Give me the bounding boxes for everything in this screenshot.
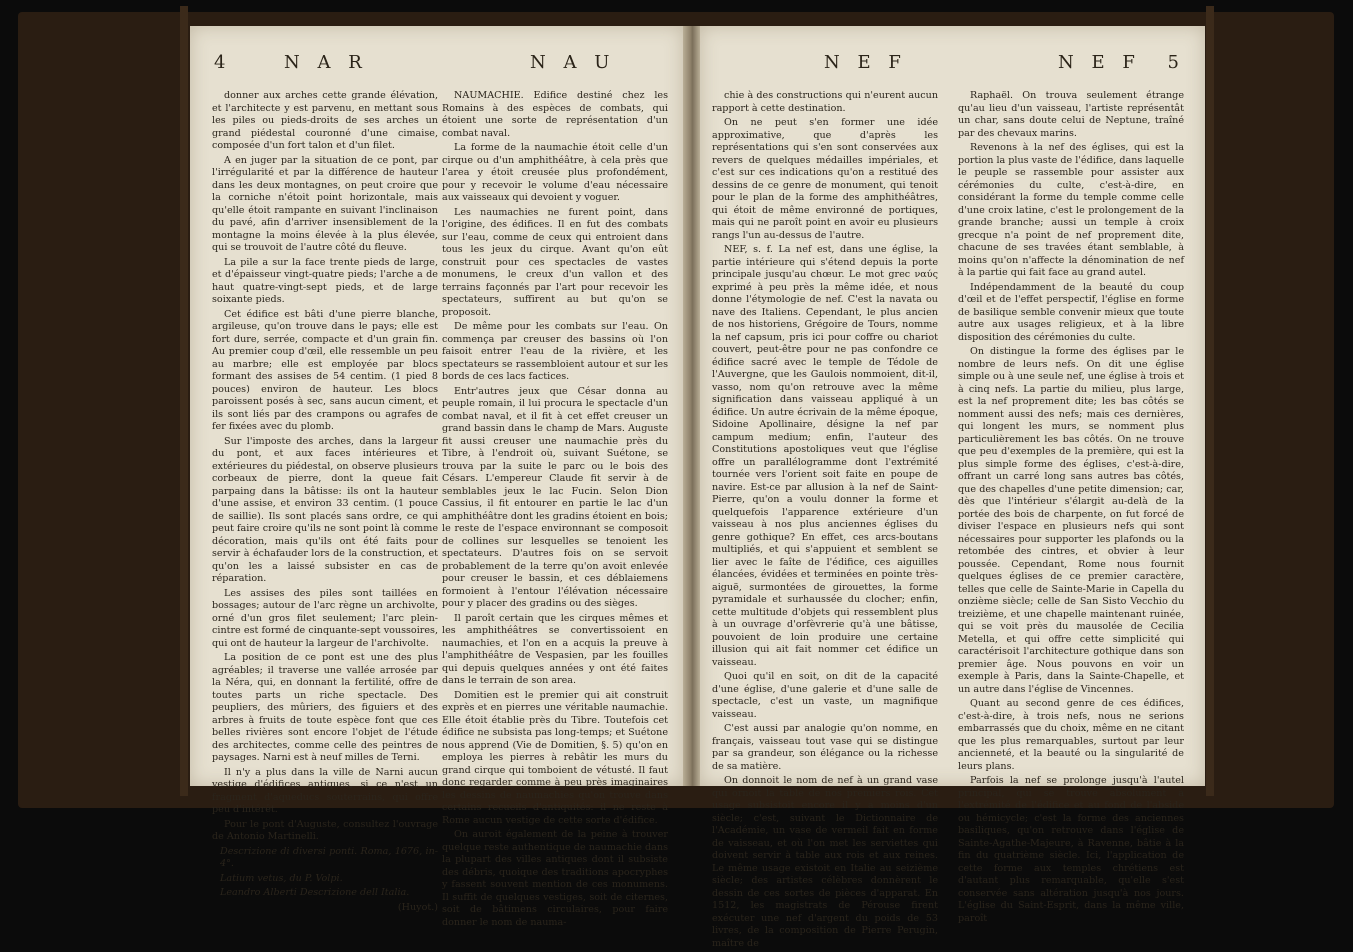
paragraph: Entr'autres jeux que César donna au peuple romain, il lui procura le spectacle d'un combat naval, et il fit à cet effet creuser un grand bassin dans le champ de Mars. Auguste fit aussi creuser une naumachie près du Tibre, à l'endroit où, suivant Suétone, se trouva par la suite le parc ou le bois des Césars. L'empereur Claude fit servir à de semblables jeux le lac Fucin. Selon Dion Cassius, il fit entourer en partie le lac d'un amphithéâtre dont les gradins étoient en bois; le reste de l'espace environnant se composoit de collines sur lesquelles se tenoient les spectateurs. D'autres fois on se servoit probablement de la terre qu'on avoit enlevée pour creuser le bassin, et ces déblaiemens formoient à l'entour l'élévation nécessaire pour y placer des gradins ou des sièges. bbox=[442, 385, 668, 609]
running-head-right: N E F bbox=[1058, 52, 1141, 73]
book-gutter bbox=[683, 26, 700, 786]
paragraph: De même pour les combats sur l'eau. On commença par creuser des bassins où l'on faisoit entrer l'eau de la rivière, et les spectateurs se rassembloient autour et sur les bords de ces lacs factices. bbox=[442, 321, 668, 382]
left-running-head bbox=[210, 52, 663, 84]
left-column-a bbox=[212, 90, 438, 916]
paragraph: Indépendamment de la beauté du coup d'œil et de l'effet perspectif, l'église en forme de basilique semble convenir mieux que toute autre aux usages religieux, et à la libre disposition des cérémonies du culte. bbox=[958, 281, 1184, 343]
paragraph: Sur l'imposte des arches, dans la largeur du pont, et aux faces intérieures et extérieures du piédestal, on observe plusieurs corbeaux de pierre, dont la queue fait parpaing dans la bâtisse: ils ont la hauteur d'une assise, et environ 33 centim. (1 pouce de saillie). Ils sont placés sans ordre, ce qui peut faire croire qu'ils ne sont point là comme décoration, mais qu'ils ont été faits pour servir à échafauder lors de la construction, et qu'on les a laissé subsister en cas de réparation. bbox=[212, 435, 438, 584]
paragraph: Cet édifice est bâti d'une pierre blanche, argileuse, qu'on trouve dans le pays; elle est fort dure, serrée, compacte et d'un grain fin. Au premier coup d'œil, elle ressemble un peu au marbre; elle est employée par blocs formant des assises de 54 centim. (1 pied 8 pouces) environ de hauteur. Les blocs paroissent posés à sec, sans aucun ciment, et ils sont liés par des crampons ou agrafes de fer fixées avec du plomb. bbox=[212, 308, 438, 432]
paragraph: On ne peut s'en former une idée approximative, que d'après les représentations qui s'en sont conservées aux revers de quelques médailles impériales, et c'est sur ces indications qu'on a restitué des dessins de ce genre de monument, qui tenoit pour le plan de la forme des amphithéâtres, qui étoit de même environné de portiques, mais qui ne paroît point en avoir eu plusieurs rangs l'un au-dessus de l'autre. bbox=[712, 117, 938, 241]
paragraph: chie à des constructions qui n'eurent aucun rapport à cette destination. bbox=[712, 90, 938, 114]
paragraph: Pour le pont d'Auguste, consultez l'ouvrage de Antonio Martinelli. bbox=[212, 818, 438, 842]
left-page bbox=[190, 26, 683, 928]
paragraph: La forme de la naumachie étoit celle d'un cirque ou d'un amphithéâtre, à cela près que l'area y étoit creusée plus profondément, pour y recevoir le volume d'eau nécessaire aux vaisseaux qui devoient y voguer. bbox=[442, 142, 668, 203]
paragraph: Il n'y a plus dans la ville de Narni aucun vestige d'édifices antiques, si ce n'est un fragment d'aqueducs souterrains, qui offre peu d'intérêt. bbox=[212, 766, 438, 815]
paragraph: Quant au second genre de ces édifices, c'est-à-dire, à trois nefs, nous ne serions embarrassés que du choix, même en ne citant que les plus remarquables, surtout par leur ancienneté, et la beauté ou la singularité de leurs plans. bbox=[958, 698, 1184, 772]
reference: Latium vetus, du P. Volpi. bbox=[220, 872, 343, 884]
reference: Descrizione di diversi ponti. Roma, 1676, in-4°. bbox=[220, 845, 438, 869]
running-head-left: N E F bbox=[824, 52, 907, 73]
paragraph: C'est aussi par analogie qu'on nomme, en français, vaisseau tout vase qui se distingue par sa grandeur, son élégance ou la richesse de sa matière. bbox=[712, 723, 938, 772]
running-head-left: N A R bbox=[284, 52, 368, 73]
paragraph: donner aux arches cette grande élévation, et l'architecte y est parvenu, en mettant sous les piles ou pieds-droits de ses arches un grand piédestal couronné d'une cimaise, composée d'un fort talon et d'un filet. bbox=[212, 90, 438, 151]
reference: Leandro Alberti Descrizione dell Italia. bbox=[220, 887, 410, 898]
running-head-right: N A U bbox=[530, 52, 616, 73]
paragraph: NAUMACHIE. Edifice destiné chez les Romains à des espèces de combats, qui étoient une sorte de représentation d'un combat naval. bbox=[442, 90, 668, 139]
paragraph: A en juger par la situation de ce pont, par l'irrégularité et par la différence de hauteur dans les deux montagnes, on peut croire que la corniche n'étoit point horizontale, mais qu'elle étoit rampante en suivant l'inclinaison du pavé, afin d'arriver insensiblement de la montagne la moins élevée à la plus élevée, qui se trouvoit de l'autre côté du fleuve. bbox=[212, 154, 438, 253]
right-board-edge bbox=[1206, 6, 1214, 796]
paragraph: Raphaël. On trouva seulement étrange qu'au lieu d'un vaisseau, l'artiste représentât un char, sans doute celui de Neptune, traîné par des chevaux marins. bbox=[958, 90, 1184, 139]
author-signature: (Huyot.) bbox=[397, 901, 438, 913]
paragraph: Les assises des piles sont taillées en bossages; autour de l'arc règne un archivolte, orné d'un gros filet seulement; l'arc plein-cintre est formé de cinquante-sept voussoires, qui ont de hauteur la largeur de l'archivolte. bbox=[212, 587, 438, 649]
page-number: 4 bbox=[214, 52, 232, 73]
paragraph: Il paroît certain que les cirques mêmes et les amphithéâtres se convertissoient en naumachies, et l'on en a acquis la preuve à l'amphithéâtre de Vespasien, par les fouilles qui depuis quelques années y ont été faites dans le terrain de son area. bbox=[442, 612, 668, 686]
paragraph: Domitien est le premier qui ait construit exprès et en pierres une véritable naumachie. Elle étoit établie près du Tibre. Toutefois cet édifice ne subsista pas long-temps; et Suétone nous apprend (Vie de Domitien, §. 5) qu'on en employa les pierres à rebâtir les murs du grand cirque qui tomboient de vétusté. Il faut donc regarder comme à peu près imaginaires les dessins de naumachies qu'on trouve dans certains recueils d'antiquités: il ne reste à Rome aucun vestige de cette sorte d'édifice. bbox=[442, 689, 668, 826]
paragraph: Parfois la nef se prolonge jusqu'à l'autel principal, qui se trouve absolument à l'extrémité de l'édifice et au fond de l'abside ou hémicycle; c'est la forme des anciennes basiliques, qu'on retrouve dans l'église de Sainte-Agathe-Majeure, à Ravenne, bâtie à la fin du quatrième siècle. Ici, l'application de cette forme aux temples chrétiens est d'autant plus remarquable, qu'elle s'est conservée sans altération jusqu'à nos jours. L'église du Saint-Esprit, dans la même ville, paroît bbox=[958, 775, 1184, 924]
paragraph: La position de ce pont est une des plus agréables; il traverse une vallée arrosée par la Néra, qui, en donnant la fertilité, offre de toutes parts un riche spectacle. Des peupliers, des mûriers, des figuiers et des arbres à fruits de toute espèce font que ces belles rivières sont encore l'objet de l'étude des architectes, comme celle des peintres de paysages. Narni est à neuf milles de Terni. bbox=[212, 652, 438, 763]
right-running-head bbox=[720, 52, 1185, 84]
paragraph: Quoi qu'il en soit, on dit de la capacité d'une église, d'une galerie et d'une salle de spectacle, c'est un vaste, un magnifique vaisseau. bbox=[712, 671, 938, 720]
paragraph: NEF, s. f. La nef est, dans une église, la partie intérieure qui s'étend depuis la porte principale jusqu'au chœur. Le mot grec ναύς exprimé à peu près la même idée, et nous donne l'étymologie de nef. C'est la navata ou nave des Italiens. Cependant, le plus ancien de nos historiens, Grégoire de Tours, nomme la nef capsum, pris ici pour coffre ou chariot couvert, peut-être pour ne pas confondre ce édifice sacré avec le temple de Tédole de l'Auvergne, que les Gaulois nommoient, dit-il, vasso, nom qu'on retrouve avec la même signification dans vaisseau appliqué à un édifice. Un autre écrivain de la même époque, Sidoine Apollinaire, désigne la nef par campum medium; enfin, l'auteur des Constitutions apostoliques veut que l'église offre un parallélogramme dont l'extrémité tournée vers l'orient soit faite en poupe de navire. Est-ce par allusion à la nef de Saint-Pierre, qu'on a voulu donner la forme et quelquefois l'apparence extérieure d'un vaisseau à nos plus anciennes églises du genre gothique? En effet, ces arcs-boutans multipliés, et qui s'appuient et semblent se lier avec le faîte de l'édifice, ces aiguilles élancées, évidées et terminées en pointe très-aiguë, surmontées de girouettes, la forme pyramidale et surhaussée du clocher; enfin, cette multitude d'objets qui ressemblent plus à un ouvrage d'orfèvrerie qu'à une bâtisse, pouvoient de loin produire une certaine illusion qui ait fait nommer cet édifice un vaisseau. bbox=[712, 244, 938, 668]
left-board-edge bbox=[180, 6, 188, 796]
paragraph: La pile a sur la face trente pieds de large, et d'épaisseur vingt-quatre pieds; l'arche a de haut quatre-vingt-sept pieds, et de large soixante pieds. bbox=[212, 256, 438, 305]
right-page bbox=[700, 26, 1205, 949]
paragraph: On distingue la forme des églises par le nombre de leurs nefs. On dit une église simple ou à une seule nef, une église à trois et à cinq nefs. La partie du milieu, plus large, est la nef proprement dite; les bas côtés se nomment aussi des nefs; mais ces dernières, qui longent les murs, se nomment plus particulièrement les bas côtés. On ne trouve que peu d'exemples de la première, qui est la plus simple forme des églises, c'est-à-dire, offrant un carré long sans autres bas côtés, que des chapelles d'une petite dimension; car, dès que l'intérieur s'élargit au-delà de la portée des bois de charpente, on fut forcé de diviser l'espace en plusieurs nefs qui sont nécessaires pour supporter les plafonds ou la retombée des cintres, et obvier à leur poussée. Cependant, Rome nous fournit quelques églises de ce premier caractère, telles que celle de Sainte-Marie in Capella du onzième siècle; celle de San Sisto Vecchio du treizième, et une chapelle maintenant ruinée, qui se voit près du mausolée de Cecilia Metella, et qui offre cette simplicité qui caractérisoit l'architecture gothique dans son premier âge. Nous pouvons en voir un exemple à Paris, dans la Sainte-Chapelle, et un autre dans l'église de Vincennes. bbox=[958, 346, 1184, 695]
right-column-b bbox=[958, 90, 1184, 927]
page-number: 5 bbox=[1167, 52, 1185, 73]
paragraph: Les naumachies ne furent point, dans l'origine, des édifices. Il en fut des combats sur l'eau, comme de ceux qui entroient dans tous les jeux du cirque. Avant qu'on eût construit pour ces spectacles de vastes monumens, le creux d'un vallon et des terrains façonnés par l'art pour recevoir les spectateurs, suffirent au but qu'on se proposoit. bbox=[442, 206, 668, 318]
paragraph: On donnoit le nom de nef à un grand vase qui ornoit la table de nos premiers rois. Cet usage subsistoit encore il y a moins d'un siècle; c'est, suivant le Dictionnaire de l'Académie, un vase de vermeil fait en forme de vaisseau, et où l'on met les serviettes qui doivent servir à table aux rois et aux reines. Le même usage existoit en Italie au seizième siècle; des artistes célèbres donnèrent le dessin de ces sortes de pièces d'apparat. En 1512, les magistrats de Pérouse firent exécuter une nef d'argent du poids de 53 livres, de la composition de Pierre Perugin, maître de bbox=[712, 775, 938, 949]
paragraph: On auroit également de la peine à trouver quelque reste authentique de naumachie dans la plupart des villes antiques dont il subsiste des débris, quoique des traditions apocryphes y fassent souvent mention de ces monumens. Il suffit de quelques vestiges, soit de citernes, soit de bâtimens circulaires, pour faire donner le nom de nauma- bbox=[442, 829, 668, 928]
paragraph: Revenons à la nef des églises, qui est la portion la plus vaste de l'édifice, dans laquelle le peuple se rassemble pour assister aux cérémonies du culte, c'est-à-dire, en considérant la forme du temple comme celle d'une croix latine, c'est le prolongement de la grande branche; aussi un temple à croix grecque n'a point de nef proprement dite, chacune de ses travées étant semblable, à moins qu'on n'affecte la dénomination de nef à la partie qui fait face au grand autel. bbox=[958, 142, 1184, 278]
right-column-a bbox=[712, 90, 938, 952]
left-column-b bbox=[442, 90, 668, 931]
